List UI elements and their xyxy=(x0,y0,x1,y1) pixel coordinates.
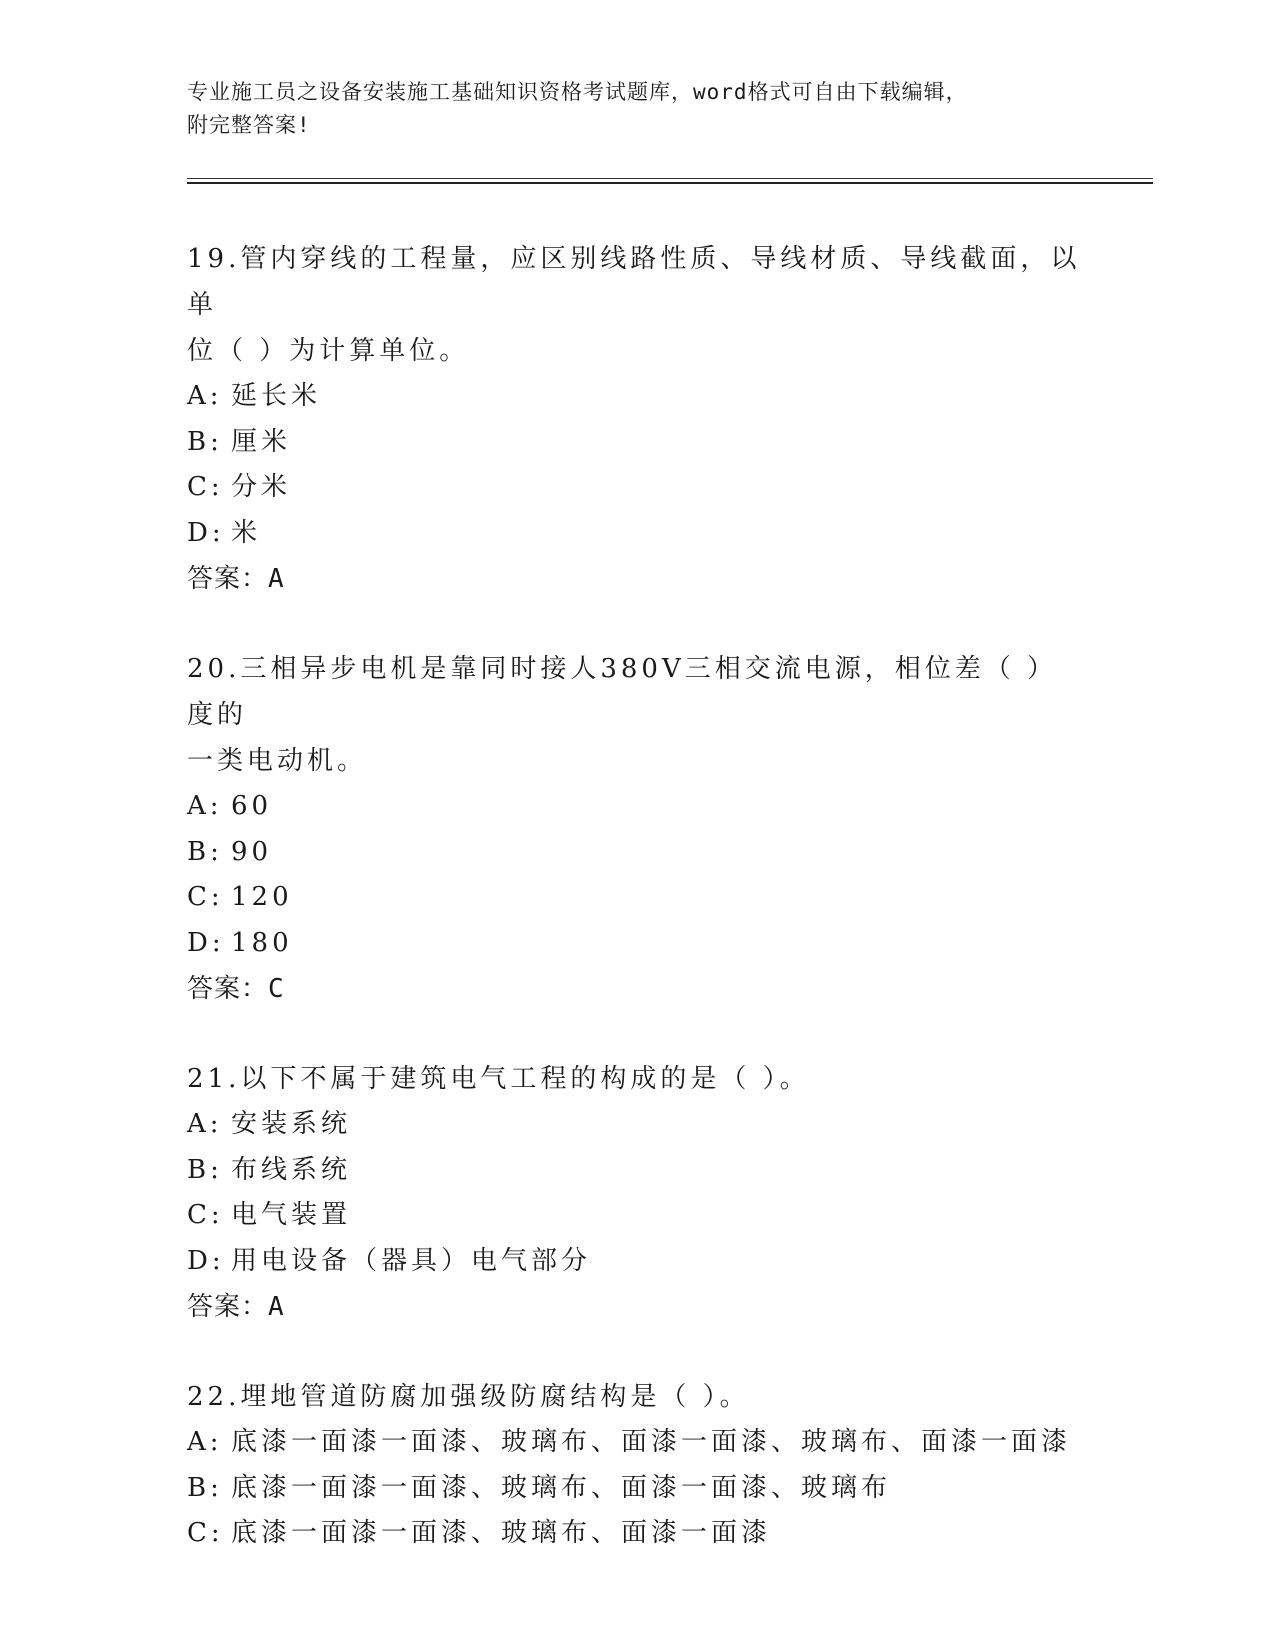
answer-value: C xyxy=(268,974,285,1004)
question-stem-line: 位（ ）为计算单位。 xyxy=(187,336,470,366)
option-text: 分米 xyxy=(231,472,292,502)
option-a xyxy=(187,374,1087,420)
option-text: 布线系统 xyxy=(231,1154,352,1185)
option-text: 底漆一面漆一面漆、玻璃布、面漆一面漆 xyxy=(231,1518,772,1548)
option-a xyxy=(187,784,1087,830)
option-text: 用电设备（器具）电气部分 xyxy=(231,1245,592,1276)
option-b xyxy=(187,420,1087,466)
question-stem-line: 19.管内穿线的工程量，应区别线路性质、导线材质、导线截面，以单 xyxy=(187,244,1081,320)
option-d xyxy=(187,921,1087,967)
option-a xyxy=(187,1420,1087,1466)
question-20 xyxy=(187,646,1087,1012)
option-text: 延长米 xyxy=(231,381,322,411)
option-key: D: xyxy=(187,927,225,958)
option-key: C: xyxy=(187,472,224,502)
option-key: B: xyxy=(187,836,223,867)
option-b xyxy=(187,830,1087,876)
option-b xyxy=(187,1466,1087,1512)
option-text: 电气装置 xyxy=(231,1200,352,1230)
question-stem-line: 一类电动机。 xyxy=(187,746,368,776)
header-line-2: 附完整答案! xyxy=(187,113,311,137)
option-key: B: xyxy=(187,1154,223,1185)
option-c xyxy=(187,1511,1087,1557)
answer-line xyxy=(187,556,1087,602)
option-key: C: xyxy=(187,1200,224,1230)
question-stem-line: 20.三相异步电机是靠同时接人380V三相交流电源，相位差（ ）度的 xyxy=(187,654,1058,730)
option-key: D: xyxy=(187,517,225,548)
header-divider-bottom xyxy=(187,182,1153,184)
option-text: 90 xyxy=(231,836,273,867)
option-d xyxy=(187,511,1087,557)
question-22 xyxy=(187,1374,1087,1557)
answer-label: 答案： xyxy=(187,1292,269,1322)
option-key: C: xyxy=(187,882,224,912)
option-key: A: xyxy=(187,1427,223,1457)
option-text: 180 xyxy=(231,927,293,958)
option-key: A: xyxy=(187,1109,223,1139)
option-text: 60 xyxy=(231,791,273,821)
option-d xyxy=(187,1239,1087,1285)
option-b xyxy=(187,1148,1087,1194)
document-header xyxy=(187,76,1067,142)
option-c xyxy=(187,875,1087,921)
option-text: 米 xyxy=(231,517,262,548)
answer-value: A xyxy=(268,564,285,594)
option-text: 安装系统 xyxy=(231,1109,352,1139)
option-key: A: xyxy=(187,381,223,411)
option-c xyxy=(187,1193,1087,1239)
option-key: D: xyxy=(187,1245,225,1276)
answer-line xyxy=(187,966,1087,1012)
option-text: 底漆一面漆一面漆、玻璃布、面漆一面漆、玻璃布、面漆一面漆 xyxy=(231,1427,1072,1457)
question-19 xyxy=(187,236,1087,602)
option-a xyxy=(187,1102,1087,1148)
header-divider-top xyxy=(187,178,1153,179)
option-text: 底漆一面漆一面漆、玻璃布、面漆一面漆、玻璃布 xyxy=(231,1472,892,1503)
answer-label: 答案： xyxy=(187,974,269,1004)
answer-line xyxy=(187,1284,1087,1330)
answer-value: A xyxy=(268,1292,285,1322)
option-key: A: xyxy=(187,791,223,821)
option-text: 厘米 xyxy=(231,426,292,457)
header-line-1: 专业施工员之设备安装施工基础知识资格考试题库，word格式可自由下载编辑， xyxy=(187,80,968,104)
option-c xyxy=(187,465,1087,511)
option-key: C: xyxy=(187,1518,224,1548)
option-text: 120 xyxy=(231,882,293,912)
answer-label: 答案： xyxy=(187,564,269,594)
option-key: B: xyxy=(187,1472,223,1503)
question-21 xyxy=(187,1056,1087,1330)
question-stem-line: 22.埋地管道防腐加强级防腐结构是（ ）。 xyxy=(187,1382,750,1412)
question-list xyxy=(187,236,1087,1601)
question-stem-line: 21.以下不属于建筑电气工程的构成的是（ ）。 xyxy=(187,1064,810,1094)
option-key: B: xyxy=(187,426,223,457)
